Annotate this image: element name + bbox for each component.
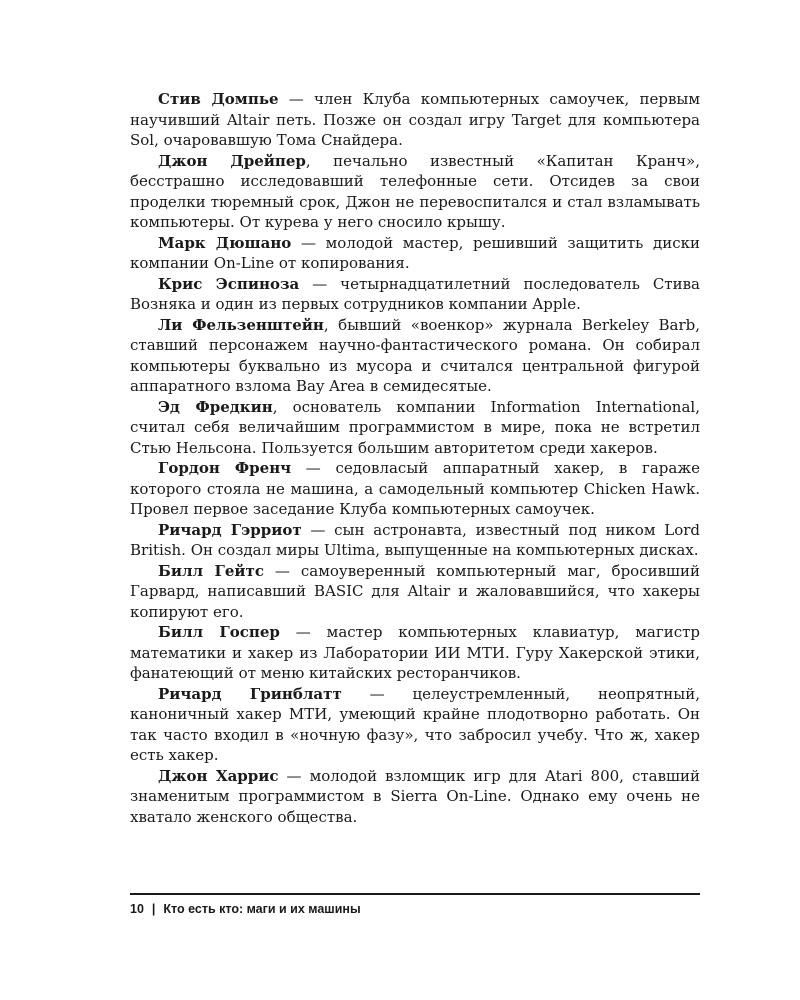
entry-garriott	[130, 520, 700, 561]
entry-name: Гордон Френч	[158, 459, 292, 477]
entry-text: , печально известный «Капитан Кранч», бесстрашно исследовавший телефонные сети. Отсидев за свои проделки тюремный срок, Джон не перевоспитался и стал взламывать компьютеры. От курева у него сносило крышу.	[130, 151, 700, 231]
entry-name: Билл Гейтс	[158, 561, 264, 580]
entry-dompier	[130, 89, 700, 151]
entry-name: Марк Дюшано	[158, 233, 292, 252]
entry-greenblatt	[130, 684, 700, 766]
entry-text: — молодой мастер, решивший защитить диски компании On-Line от копирования.	[130, 233, 700, 272]
entry-text: — целеустремленный, неопрятный, каноничный хакер МТИ, умеющий крайне плодотворно работать. Он так часто входил в «ночную фазу», что забросил учебу. Что ж, хакер есть хакер.	[130, 684, 700, 764]
entry-name: Ричард Гэрриот	[158, 520, 302, 539]
entry-name: Ричард Гринблатт	[158, 684, 342, 703]
entry-name: Джон Дрейпер	[158, 151, 306, 170]
entry-text: — сын астронавта, известный под ником Lord British. Он создал миры Ultima, выпущенные на компьютерных дисках.	[130, 520, 700, 559]
entry-gosper	[130, 622, 700, 684]
entry-name: Билл Госпер	[158, 623, 280, 641]
entry-text: — четырнадцатилетний последователь Стива Возняка и один из первых сотрудников компании Apple.	[130, 274, 700, 313]
entry-fredkin	[130, 397, 700, 459]
entry-felsenstein	[130, 315, 700, 397]
entry-french	[130, 458, 700, 520]
entry-text: — седовласый аппаратный хакер, в гараже которого стояла не машина, а самодельный компьютер Chicken Hawk. Провел первое заседание Клуба компьютерных самоучек.	[130, 459, 700, 518]
entry-gates	[130, 561, 700, 623]
entry-text: — член Клуба компьютерных самоучек, первым научивший Altair петь. Позже он создал игру Target для компьютера Sol, очаровавшую Тома Снайдера.	[130, 90, 700, 149]
entry-duchano	[130, 233, 700, 274]
entry-draper	[130, 151, 700, 233]
footer-separator: |	[151, 902, 156, 916]
entry-text: — самоуверенный компьютерный маг, бросивший Гарвард, написавший BASIC для Altair и жаловавшийся, что хакеры копируют его.	[130, 561, 700, 621]
section-title: Кто есть кто: маги и их машины	[163, 902, 361, 916]
entry-text: — мастер компьютерных клавиатур, магистр математики и хакер из Лаборатории ИИ МТИ. Гуру Хакерской этики, фанатеющий от меню китайских ресторанчиков.	[130, 623, 700, 682]
entry-name: Эд Фредкин	[158, 397, 273, 416]
entry-name: Крис Эспиноза	[158, 274, 300, 293]
entry-name: Джон Харрис	[158, 766, 279, 785]
page-body	[130, 89, 700, 827]
entry-name: Ли Фельзенштейн	[158, 315, 324, 334]
footer-divider	[130, 893, 700, 895]
entry-text: — молодой взломщик игр для Atari 800, ставший знаменитым программистом в Sierra On-Line. Однако ему очень не хватало женского общества.	[130, 766, 700, 826]
page-number: 10	[130, 902, 144, 916]
entry-name: Стив Домпье	[158, 90, 279, 108]
entry-espinosa	[130, 274, 700, 315]
page-footer	[130, 902, 361, 916]
entry-harris	[130, 766, 700, 828]
entry-text: , основатель компании Information International, считал себя величайшим программистом в мире, пока не встретил Стью Нельсона. Пользуется большим авторитетом среди хакеров.	[130, 397, 700, 457]
entry-text: , бывший «военкор» журнала Berkeley Barb, ставший персонажем научно-фантастического романа. Он собирал компьютеры буквально из мусора и считался центральной фигурой аппаратного взлома Bay Area в семидесятые.	[130, 315, 700, 395]
